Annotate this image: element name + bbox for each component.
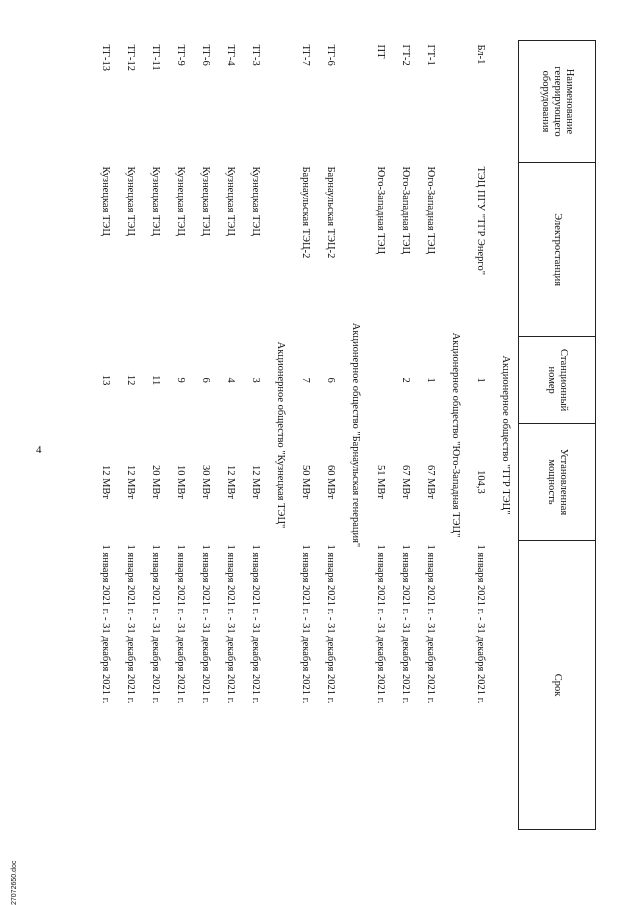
cell-station-number: 2 [400,377,411,383]
cell-equipment: ПТ [375,44,386,59]
cell-station-number: 4 [225,377,236,383]
cell-equipment: ТГ-12 [125,44,136,71]
table-row [393,41,418,830]
cell-equipment: ГТ-2 [400,44,411,66]
cell-equipment: ТГ-7 [300,44,311,66]
cell-equipment: ТГ-4 [225,44,236,66]
cell-station: Юго-Западная ТЭЦ [400,166,411,255]
header-installed-capacity: Установленная мощность [519,423,596,540]
cell-period: 1 января 2021 г. - 31 декабря 2021 г. [150,544,161,704]
cell-period: 1 января 2021 г. - 31 декабря 2021 г. [250,544,261,704]
cell-capacity: 104,3 [475,470,486,494]
table-row [118,41,143,830]
group-title: Акционерное общество "Кузнецкая ТЭЦ" [275,341,286,529]
group-title: Акционерное общество "Юго-Западная ТЭЦ" [450,332,461,538]
cell-capacity: 10 МВт [175,464,186,499]
header-power-station: Электростанция [519,162,596,336]
cell-capacity: 12 МВт [125,464,136,499]
cell-period: 1 января 2021 г. - 31 декабря 2021 г. [200,544,211,704]
cell-station: Юго-Западная ТЭЦ [375,166,386,255]
cell-capacity: 67 МВт [425,464,436,499]
cell-station-number: 1 [425,377,436,383]
cell-station-number [368,337,393,423]
cell-equipment: ТГ-13 [100,44,111,71]
table-row [193,41,218,830]
header-station-number: Станционный номер [519,337,596,423]
cell-period: 1 января 2021 г. - 31 декабря 2021 г. [425,544,436,704]
table-row [293,41,318,830]
table-row [318,41,343,830]
cell-period: 1 января 2021 г. - 31 декабря 2021 г. [175,544,186,704]
cell-equipment: ТГ-9 [175,44,186,66]
cell-station: Кузнецкая ТЭЦ [100,166,111,236]
cell-capacity: 20 МВт [150,464,161,499]
table-row [218,41,243,830]
table-header [519,41,596,830]
cell-station-number: 11 [150,375,161,386]
table-row [93,41,118,830]
table-row [418,41,443,830]
cell-station-number: 13 [100,374,111,386]
cell-capacity: 60 МВт [325,464,336,499]
group-row [493,41,519,830]
cell-station-number: 12 [125,374,136,386]
cell-station: Кузнецкая ТЭЦ [200,166,211,236]
cell-station: Юго-Западная ТЭЦ [425,166,436,255]
table-row [168,41,193,830]
cell-station-number: 1 [475,377,486,383]
cell-equipment: Бл-1 [475,44,486,65]
cell-capacity: 30 МВт [200,464,211,499]
table-row [243,41,268,830]
cell-period: 1 января 2021 г. - 31 декабря 2021 г. [400,544,411,704]
cell-station: Барнаульская ТЭЦ-2 [300,166,311,259]
cell-station: Кузнецкая ТЭЦ [250,166,261,236]
cell-period: 1 января 2021 г. - 31 декабря 2021 г. [325,544,336,704]
cell-station: Кузнецкая ТЭЦ [225,166,236,236]
group-title: Акционерное общество "ТГР ТЭЦ" [500,355,511,515]
cell-station-number: 6 [325,377,336,383]
cell-station-number: 6 [200,377,211,383]
table-row [468,41,493,830]
cell-capacity: 12 МВт [250,464,261,499]
cell-equipment: ТГ-11 [150,44,161,71]
table-row [143,41,168,830]
cell-period: 1 января 2021 г. - 31 декабря 2021 г. [100,544,111,704]
cell-period: 1 января 2021 г. - 31 декабря 2021 г. [225,544,236,704]
header-equipment-name: Наименование генерирующего оборудования [519,41,596,163]
cell-period: 1 января 2021 г. - 31 декабря 2021 г. [300,544,311,704]
cell-period: 1 января 2021 г. - 31 декабря 2021 г. [375,544,386,704]
cell-station: ТЭЦ ПГУ "ТГР Энерго" [475,166,486,275]
cell-period: 1 января 2021 г. - 31 декабря 2021 г. [475,544,486,704]
header-period: Срок [519,541,596,830]
cell-station: Кузнецкая ТЭЦ [150,166,161,236]
table-body [93,41,519,830]
rotated-table-container [36,40,596,830]
group-row [343,41,368,830]
cell-period: 1 января 2021 г. - 31 декабря 2021 г. [125,544,136,704]
cell-station-number: 3 [250,377,261,383]
cell-equipment: ТГ-6 [200,44,211,66]
generation-equipment-table [93,40,596,830]
group-row [268,41,293,830]
cell-equipment: ГТ-1 [425,44,436,66]
page-number: 4 [36,444,42,456]
cell-station: Кузнецкая ТЭЦ [125,166,136,236]
cell-capacity: 67 МВт [400,464,411,499]
cell-equipment: ТГ-6 [325,44,336,66]
header-row [519,41,596,830]
group-row [443,41,468,830]
cell-station: Барнаульская ТЭЦ-2 [325,166,336,259]
cell-station: Кузнецкая ТЭЦ [175,166,186,236]
cell-capacity: 12 МВт [100,464,111,499]
cell-station-number: 7 [300,377,311,383]
cell-capacity: 50 МВт [300,464,311,499]
document-id: 27072650.doc [11,860,18,905]
cell-capacity: 12 МВт [225,464,236,499]
cell-equipment: ТГ-3 [250,44,261,66]
cell-station-number: 9 [175,377,186,383]
table-row [368,41,393,830]
group-title: Акционерное общество "Барнаульская генерация" [350,322,361,548]
cell-capacity: 51 МВт [375,464,386,499]
